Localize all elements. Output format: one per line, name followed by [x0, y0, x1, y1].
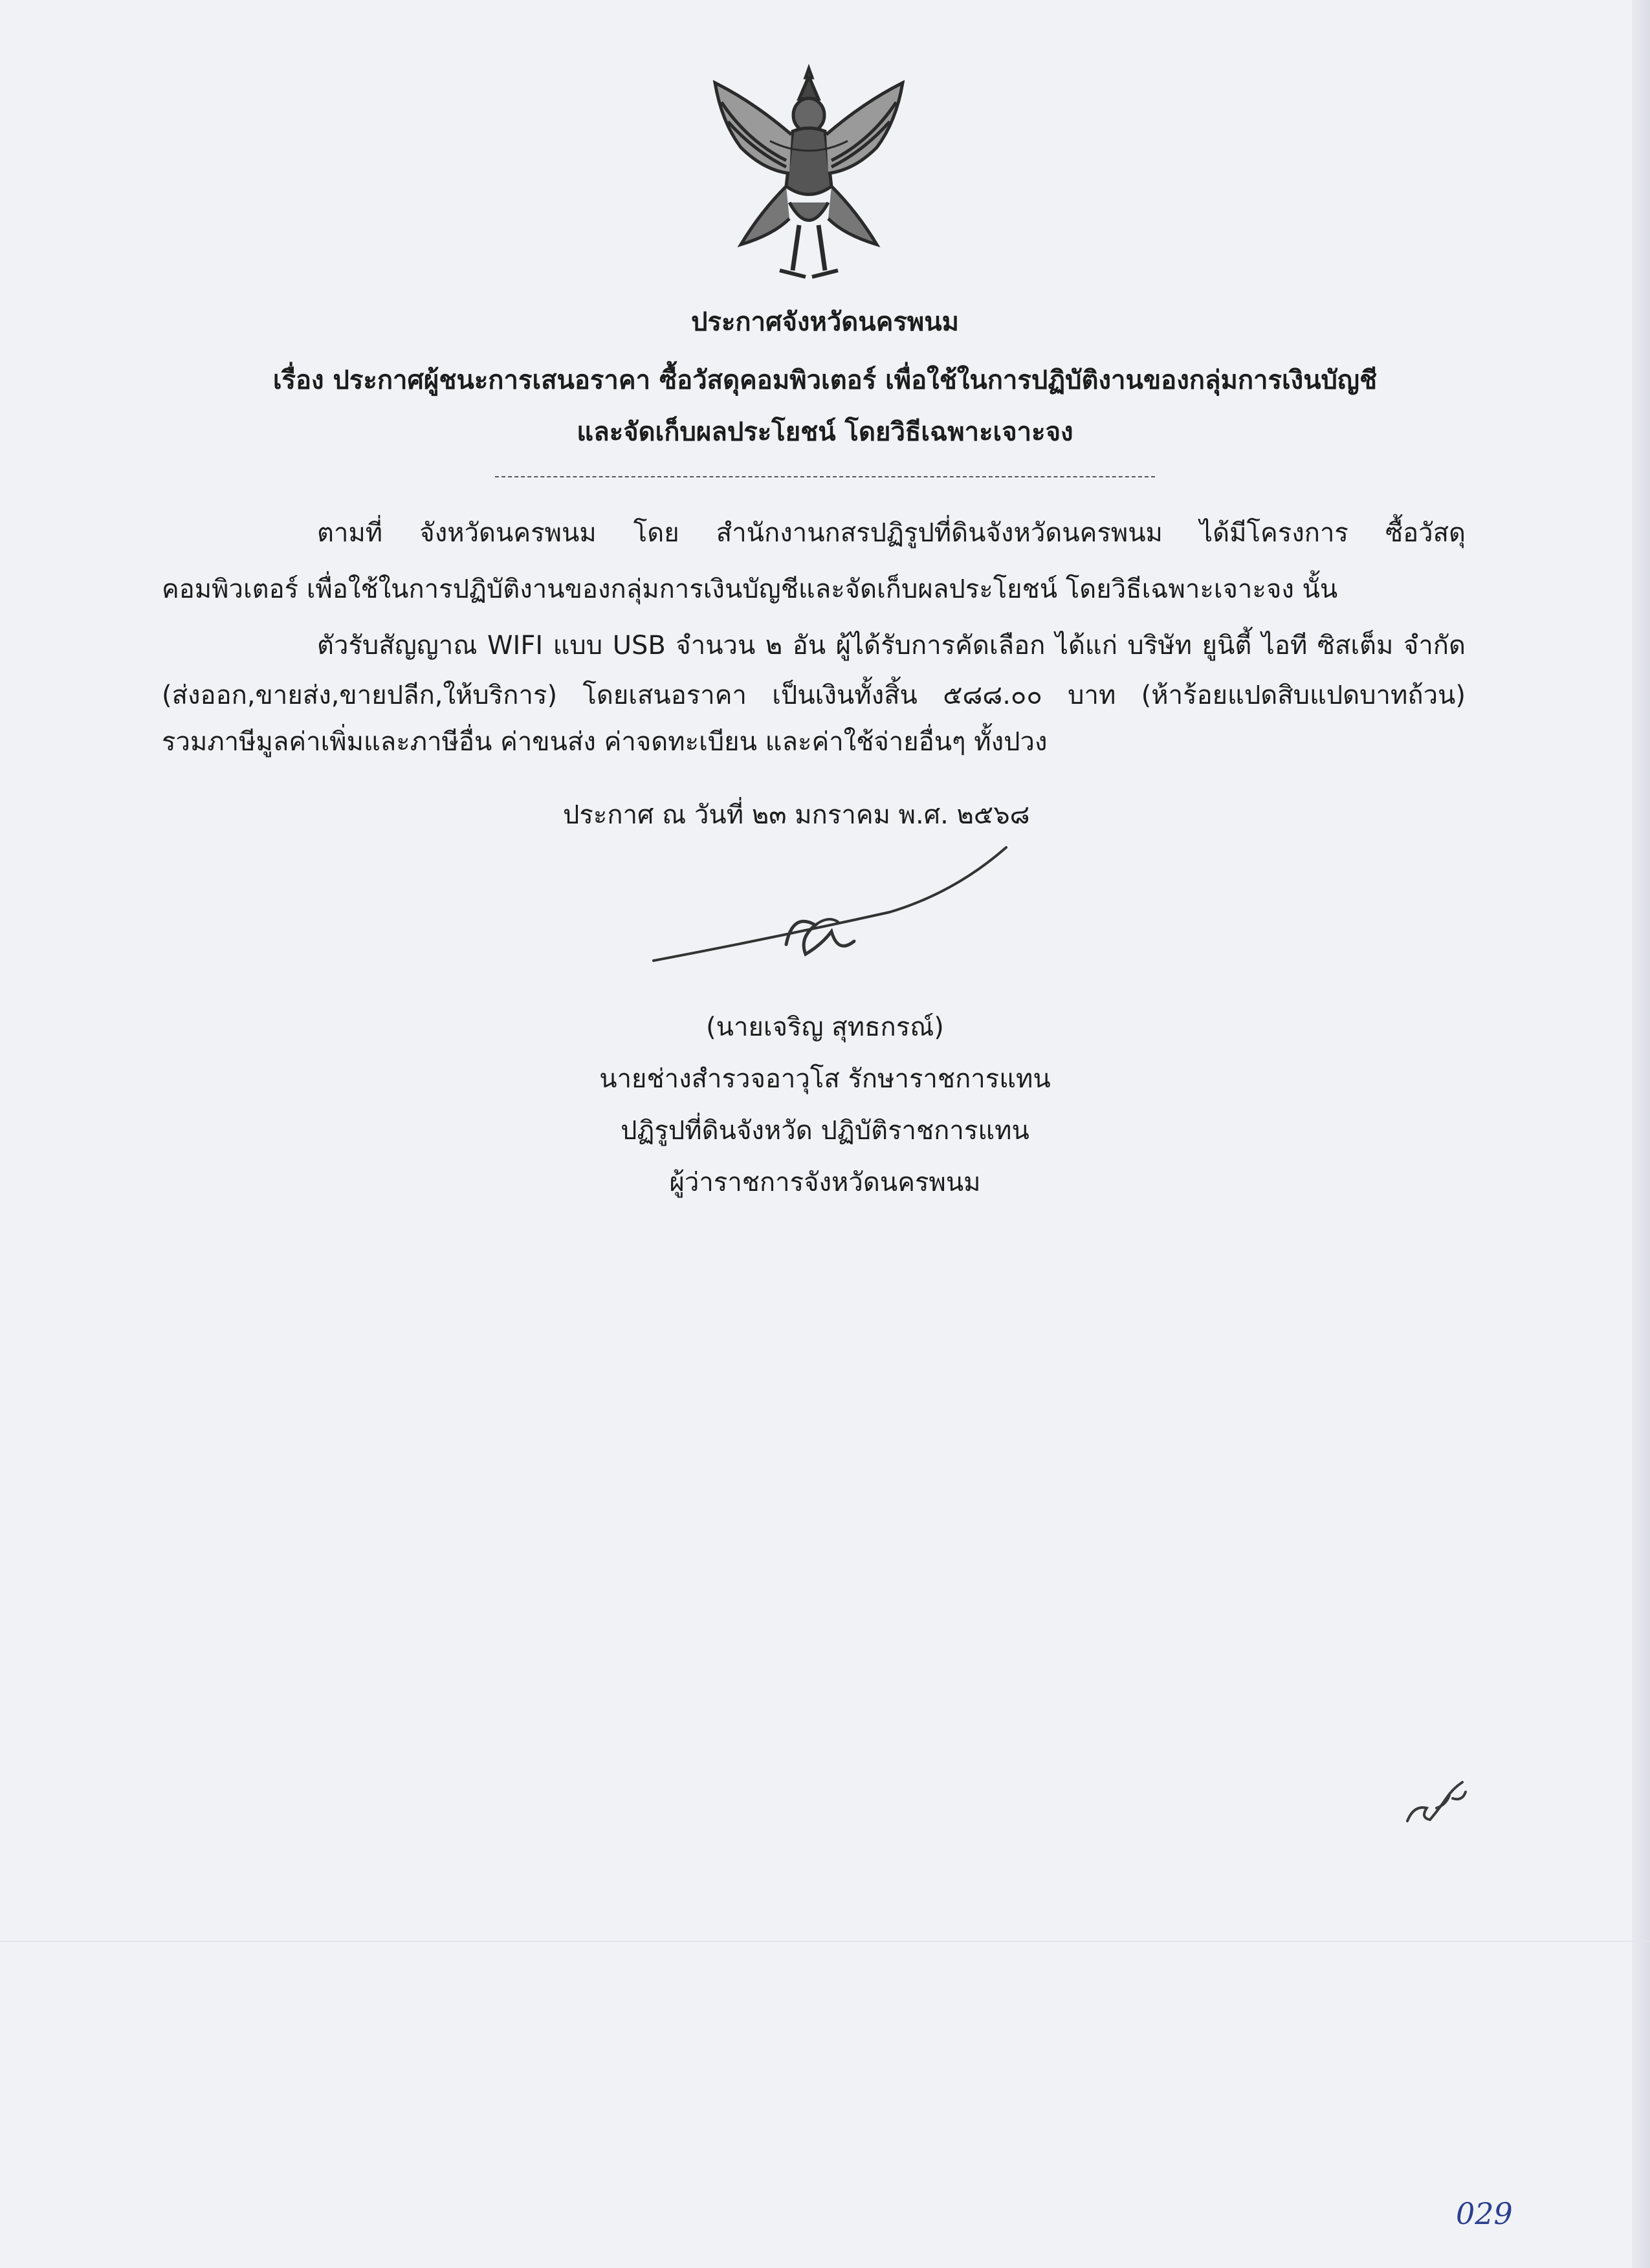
- paragraph-2-line-1: ตัวรับสัญญาณ WIFI แบบ USB จำนวน ๒ อัน ผู้ได้รับการคัดเลือก ได้แก่ บริษัท ยูนิตี้ ไอที ซิสเต็ม จำกัด: [317, 631, 1466, 660]
- subject-line-2: และจัดเก็บผลประโยชน์ โดยวิธีเฉพาะเจาะจง: [577, 417, 1073, 447]
- paragraph-1-line-2: คอมพิวเตอร์ เพื่อใช้ในการปฏิบัติงานของกลุ่มการเงินบัญชีและจัดเก็บผลประโยชน์ โดยวิธีเฉพาะเจาะจง นั้น: [162, 574, 1338, 604]
- paragraph-2-line-3: รวมภาษีมูลค่าเพิ่มและภาษีอื่น ค่าขนส่ง ค่าจดทะเบียน และค่าใช้จ่ายอื่นๆ ทั้งปวง: [162, 727, 1048, 757]
- handwritten-signature: [644, 841, 1019, 983]
- signatory-position-2: ปฏิรูปที่ดินจังหวัด ปฏิบัติราชการแทน: [621, 1116, 1029, 1146]
- signatory-position-1: นายช่างสำรวจอาวุโส รักษาราชการแทน: [599, 1064, 1051, 1094]
- signatory-position-3: ผู้ว่าราชการจังหวัดนครพนม: [669, 1168, 981, 1197]
- announcement-date: ประกาศ ณ วันที่ ๒๓ มกราคม พ.ศ. ๒๕๖๘: [563, 800, 1030, 830]
- signatory-name: (นายเจริญ สุทธกรณ์): [706, 1012, 944, 1042]
- paragraph-1-line-1: ตามที่ จังหวัดนครพนม โดย สำนักงานกสรปฏิรูปที่ดินจังหวัดนครพนม ได้มีโครงการ ซื้อวัสดุ: [317, 518, 1466, 548]
- header-separator: [495, 476, 1155, 477]
- paragraph-2-line-2: (ส่งออก,ขายส่ง,ขายปลีก,ให้บริการ) โดยเสนอราคา เป็นเงินทั้งสิ้น ๕๘๘.๐๐ บาท (ห้าร้อยแปดสิบแปดบาทถ้วน): [162, 681, 1466, 710]
- fold-line: [0, 1941, 1650, 1942]
- handwritten-initial-mark: [1401, 1769, 1472, 1827]
- document-title: ประกาศจังหวัดนครพนม: [691, 307, 959, 337]
- subject-line-1: เรื่อง ประกาศผู้ชนะการเสนอราคา ซื้อวัสดุคอมพิวเตอร์ เพื่อใช้ในการปฏิบัติงานของกลุ่มการเงินบัญชี: [272, 365, 1378, 395]
- page-number: 029: [1456, 2196, 1513, 2231]
- garuda-emblem-icon: [702, 63, 916, 290]
